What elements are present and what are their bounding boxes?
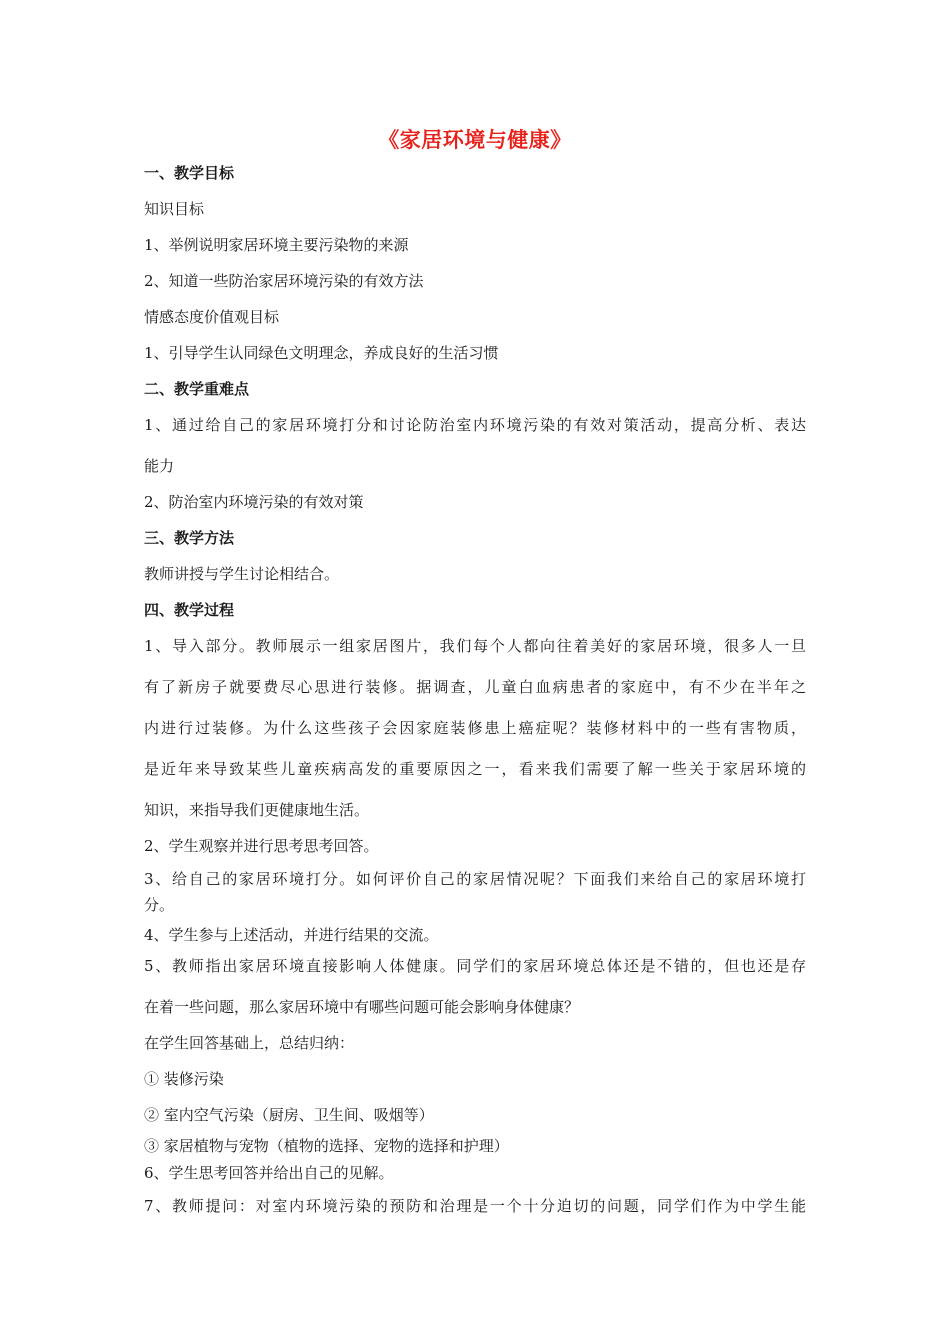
key-point-1-line-2: 能力	[144, 457, 175, 475]
process-3-line-2: 分。	[144, 896, 175, 914]
process-1-line-5: 知识，来指导我们更健康地生活。	[144, 801, 370, 819]
process-4: 4、学生参与上述活动，并进行结果的交流。	[144, 926, 439, 944]
summary-item-1: ① 装修污染	[144, 1070, 224, 1088]
process-2: 2、学生观察并进行思考思考回答。	[144, 837, 379, 855]
method-paragraph: 教师讲授与学生讨论相结合。	[144, 565, 340, 583]
process-7-line-1: 7、教师提问：对室内环境污染的预防和治理是一个十分迫切的问题，同学们作为中学生能	[144, 1197, 806, 1215]
process-1-line-1: 1、导入部分。教师展示一组家居图片，我们每个人都向往着美好的家居环境，很多人一旦	[144, 637, 806, 655]
knowledge-goal-2: 2、知道一些防治家居环境污染的有效方法	[144, 272, 424, 290]
process-5-line-3: 在学生回答基础上，总结归纳：	[144, 1034, 355, 1052]
process-1-line-4: 是近年来导致某些儿童疾病高发的重要原因之一，看来我们需要了解一些关于家居环境的	[144, 760, 806, 778]
section-heading-key-points: 二、教学重难点	[144, 380, 250, 398]
section-heading-process: 四、教学过程	[144, 601, 235, 619]
process-1-line-3: 内进行过装修。为什么这些孩子会因家庭装修患上癌症呢？装修材料中的一些有害物质，	[144, 719, 806, 737]
knowledge-goals-label: 知识目标	[144, 200, 205, 218]
emotion-goal-1: 1、引导学生认同绿色文明理念，养成良好的生活习惯	[144, 344, 499, 362]
section-heading-goals: 一、教学目标	[144, 164, 235, 182]
section-heading-method: 三、教学方法	[144, 529, 235, 547]
process-3-line-1: 3、给自己的家居环境打分。如何评价自己的家居情况呢？下面我们来给自己的家居环境打	[144, 870, 806, 888]
key-point-2: 2、防治室内环境污染的有效对策	[144, 493, 364, 511]
process-5-line-1: 5、教师指出家居环境直接影响人体健康。同学们的家居环境总体还是不错的，但也还是存	[144, 957, 806, 975]
summary-item-2: ② 室内空气污染（厨房、卫生间、吸烟等）	[144, 1106, 434, 1124]
process-1-line-2: 有了新房子就要费尽心思进行装修。据调查，儿童白血病患者的家庭中，有不少在半年之	[144, 678, 806, 696]
process-6: 6、学生思考回答并给出自己的见解。	[144, 1164, 394, 1182]
document-title: 《家居环境与健康》	[378, 127, 572, 152]
knowledge-goal-1: 1、举例说明家居环境主要污染物的来源	[144, 236, 409, 254]
process-5-line-2: 在着一些问题，那么家居环境中有哪些问题可能会影响身体健康？	[144, 998, 580, 1016]
emotion-goals-label: 情感态度价值观目标	[144, 308, 280, 326]
summary-item-3: ③ 家居植物与宠物（植物的选择、宠物的选择和护理）	[144, 1137, 509, 1155]
key-point-1-line-1: 1、通过给自己的家居环境打分和讨论防治室内环境污染的有效对策活动，提高分析、表达	[144, 416, 806, 434]
